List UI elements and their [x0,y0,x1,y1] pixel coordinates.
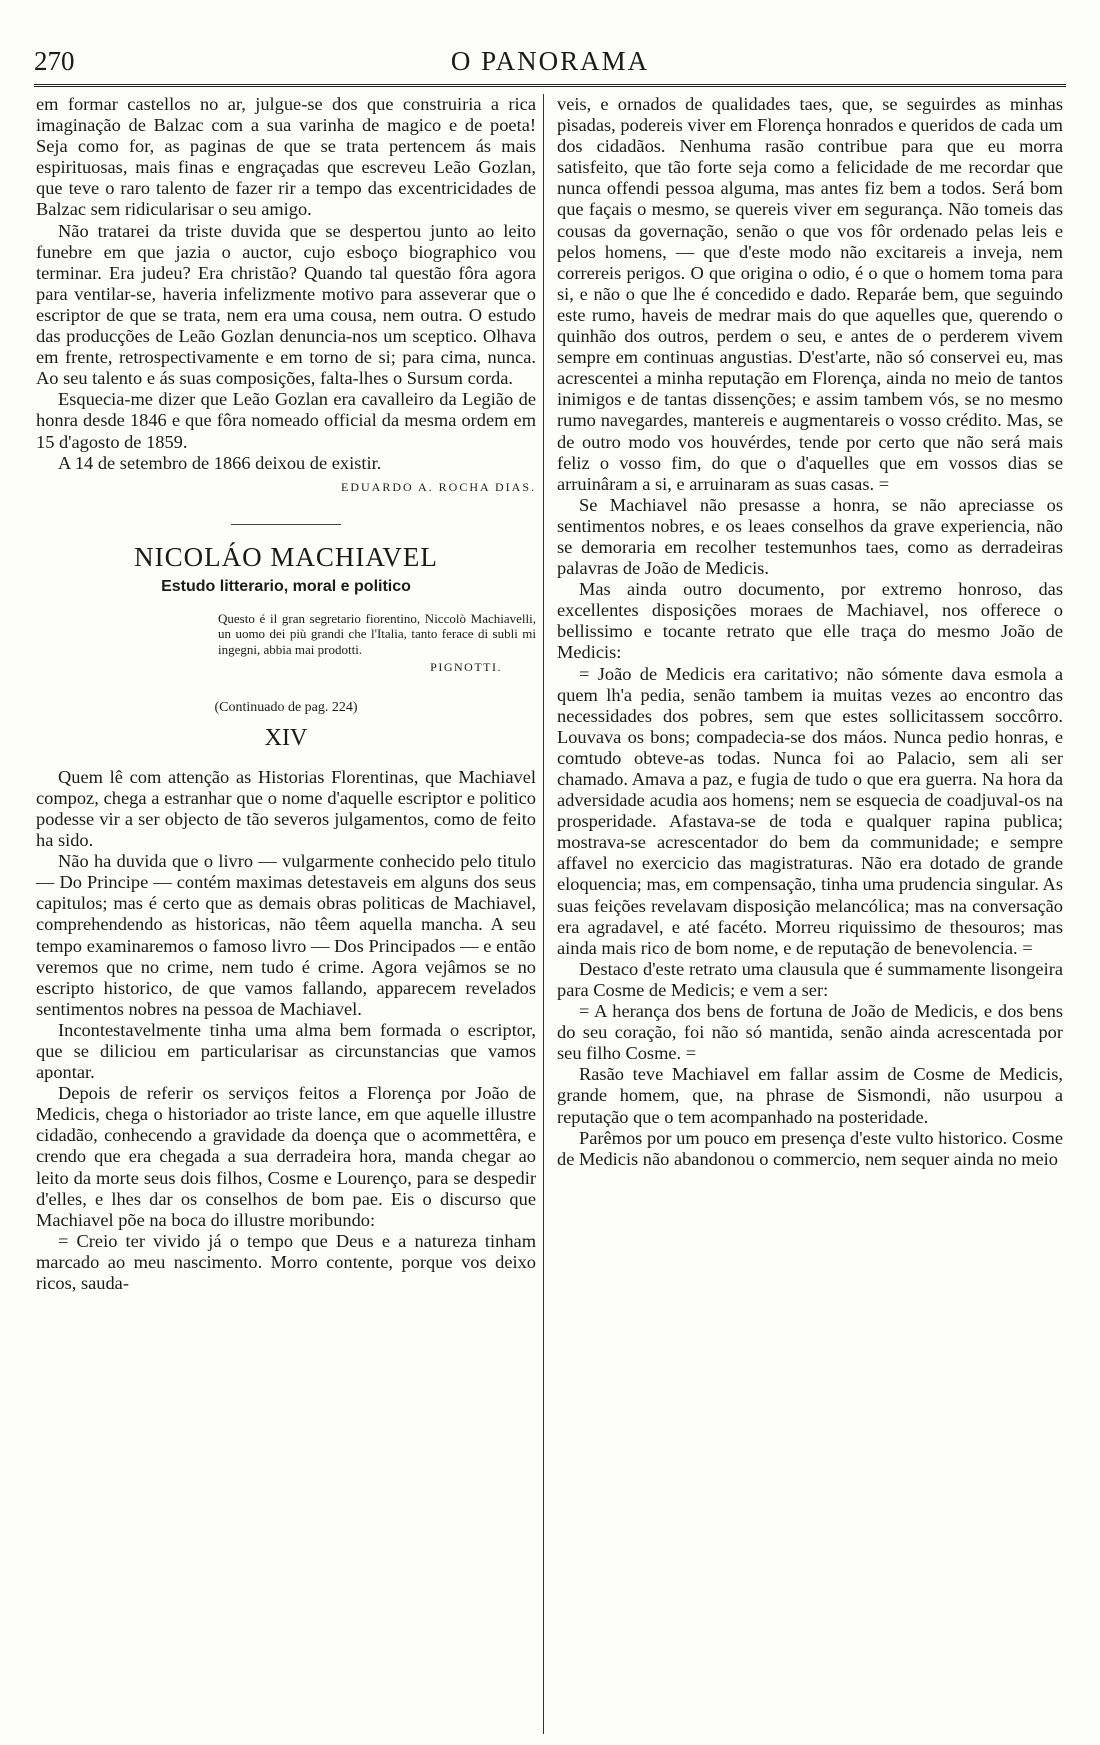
epigraph: Questo é il gran segretario fiorentino, Niccolò Machiavelli, un uomo dei più grandi che l'Italia, tanto ferace di subli mi ingegni, abbia mai prodotti. [218,610,536,657]
page-number: 270 [34,46,75,76]
body-paragraph: Incontestavelmente tinha uma alma bem formada o escriptor, que se diliciou em particularisar as circunstancias que vamos apontar. [36,1019,536,1083]
body-paragraph: Quem lê com attenção as Historias Florentinas, que Machiavel compoz, chega a estranhar que o nome d'aquelle escriptor e politico podesse vir a ser objecto de tão severos julgamentos, como de feito ha sido. [36,766,536,851]
left-column [36,94,536,1294]
running-title: O PANORAMA [450,46,650,76]
intro-paragraph: em formar castellos no ar, julgue-se dos que construiria a rica imaginação de Balzac com a sua varinha de magico e de poeta! Seja como for, as paginas de que se trata pertencem ás mais espirituosas, mais finas e engraçadas que escreveu Leão Gozlan, que teve o raro talento de fazer rir a tempo das excentricidades de Balzac sem ridicularisar o seu amigo. [36,94,536,220]
quoted-paragraph: = João de Medicis era caritativo; não sómente dava esmola a quem lh'a pedia, senão tambem ia muitas vezes ao encontro das necessidades dos pobres, sem que estes sollicitassem soccôrro. Louvava os bons; compadecia-se dos máos. Nunca pedio honras, e comtudo obteve-as todas. Nunca foi ao Palacio, sem ali ser chamado. Amava a paz, e fugia de tudo o que era guerra. Na hora da adversidade acudia aos homens; nem se esquecia de coadjuval-os na prosperidade. Afastava-se de toda e qualquer rapina publica; mostrava-se acrescentador do bem da communidade; e sempre affavel no exercicio das magistraturas. Não era dotado de grande eloquencia; mas, em compensação, tinha uma prudencia singular. As suas feições revelavam disposição melancólica; mas na conversação era agradavel, e até facéto. Morreu riquissimo de thesouros; mas ainda mais rico de bom nome, e de reputação de benevolencia. = [557,663,1063,958]
continuation-note: (Continuado de pag. 224) [214,699,358,715]
body-paragraph: Depois de referir os serviços feitos a Florença por João de Medicis, chega o historiador ao triste lance, em que aquelle illustre cidadão, conhecendo a gravidade da doença que o acommettêra, e crendo que era chegada a sua derradeira hora, manda chegar ao leito da morte seus dois filhos, Cosme e Lourenço, para se despedir d'elles, e lhes dar os conselhos de bom pae. Eis o discurso que Machiavel põe na boca do illustre moribundo: [36,1083,536,1230]
body-paragraph: Destaco d'este retrato uma clausula que é summamente lisongeira para Cosme de Medicis; e vem a ser: [557,958,1063,1000]
chapter-number: XIV [264,724,308,751]
article-title: NICOLÁO MACHIAVEL [134,541,438,572]
body-paragraph: veis, e ornados de qualidades taes, que, se seguirdes as minhas pisadas, podereis viver em Florença honrados e queridos de cada um dos cidadãos. Nenhuma rasão contribue para que eu morra satisfeito, que tão forte seja como a felicidade de me recordar que nunca offendi pessoa alguma, mas antes fiz bem a todos. Será bom que façais o mesmo, se quereis viver em segurança. Não tomeis das cousas da governação, senão o que vos fôr ordenado pelas leis e pelos homens, — que d'este modo não excitareis a inveja, nem correreis perigos. O que origina o odio, é o que o homem toma para si, e não o que lhe é concedido e dado. Reparáe bem, que seguindo este rumo, haveis de medrar mais do que aquelles que, querendo o quinhão dos outros, perdem o seu, e antes de o perderem vivem sempre em continuas angustias. D'est'arte, não só conservei eu, mas acrescentei a minha reputação em Florença, ainda no meio de tantos inimigos e de tantas dissenções; e assim tambem vós, se no mesmo rumo navegardes, mantereis e augmentareis o vosso crédito. Mas, se de outro modo vos houvérdes, tende por certo que não será mais feliz o vosso fim, do que o d'aquelles que em vossos dias se arruinâram a si, e arruinaram as suas casas. = [557,94,1063,494]
intro-paragraph: Não tratarei da triste duvida que se despertou junto ao leito funebre em que jazia o auctor, cujo esboço biographico vou terminar. Era judeu? Era christão? Quando tal questão fôra agora para ventilar-se, haveria infelizmente motivo para asseverar que o escriptor de que se trata, nem era uma cousa, nem outra. O estudo das producções de Leão Gozlan denuncia-nos um sceptico. Olhava em frente, retrospectivamente e em torno de si; para cima, nunca. Ao seu talento e ás suas composições, falta-lhes o Sursum corda. [36,220,536,389]
epigraph-author: PIGNOTTI. [430,660,502,675]
body-paragraph: Parêmos por um pouco em presença d'este vulto historico. Cosme de Medicis não abandonou o commercio, nem sequer ainda no meio [557,1127,1063,1169]
page-header [34,42,1066,87]
column-divider [543,94,544,1734]
body-paragraph: Não ha duvida que o livro — vulgarmente conhecido pelo titulo — Do Principe — contém maximas detestaveis em alguns dos seus capitulos; mas é certo que as demais obras politicas de Machiavel, comprehendendo as historicas, não têem aquella mancha. A seu tempo examinaremos o famoso livro — Dos Principados — e então veremos que no crime, nem tudo é crime. Agora vejâmos se no escripto historico, de que vamos fallando, apparecem revelados sentimentos nobres na pessoa de Machiavel. [36,851,536,1019]
body-paragraph: = Creio ter vivido já o tempo que Deus e a natureza tinham marcado ao meu nascimento. Morro contente, porque vos deixo ricos, sauda- [36,1230,536,1293]
right-column [557,94,1063,1170]
body-paragraph: Rasão teve Machiavel em fallar assim de Cosme de Medicis, grande homem, que, na phrase de Sismondi, não usurpou a reputação que o tem acompanhado na posteridade. [557,1064,1063,1127]
section-rule [231,524,341,525]
body-paragraph: Mas ainda outro documento, por extremo honroso, das excellentes disposições moraes de Machiavel, nos offerece o bellissimo e tocante retrato que elle traça do mesmo João de Medicis: [557,579,1063,663]
intro-paragraph: A 14 de setembro de 1866 deixou de existir. [58,452,382,473]
article-subtitle: Estudo litterario, moral e politico [161,577,411,595]
author-signature: EDUARDO A. ROCHA DIAS. [340,479,536,494]
intro-paragraph: Esquecia-me dizer que Leão Gozlan era cavalleiro da Legião de honra desde 1846 e que fôra nomeado official da mesma ordem em 15 d'agosto de 1859. [36,389,536,452]
quoted-paragraph: = A herança dos bens de fortuna de João de Medicis, e dos bens do seu coração, foi não só mantida, senão ainda acrescentada por seu filho Cosme. = [557,1001,1063,1064]
body-paragraph: Se Machiavel não presasse a honra, se não apreciasse os sentimentos nobres, e os leaes conselhos da grave experiencia, não se demoraria em recolher testemunhos taes, como as derradeiras palavras de João de Medicis. [557,494,1063,579]
